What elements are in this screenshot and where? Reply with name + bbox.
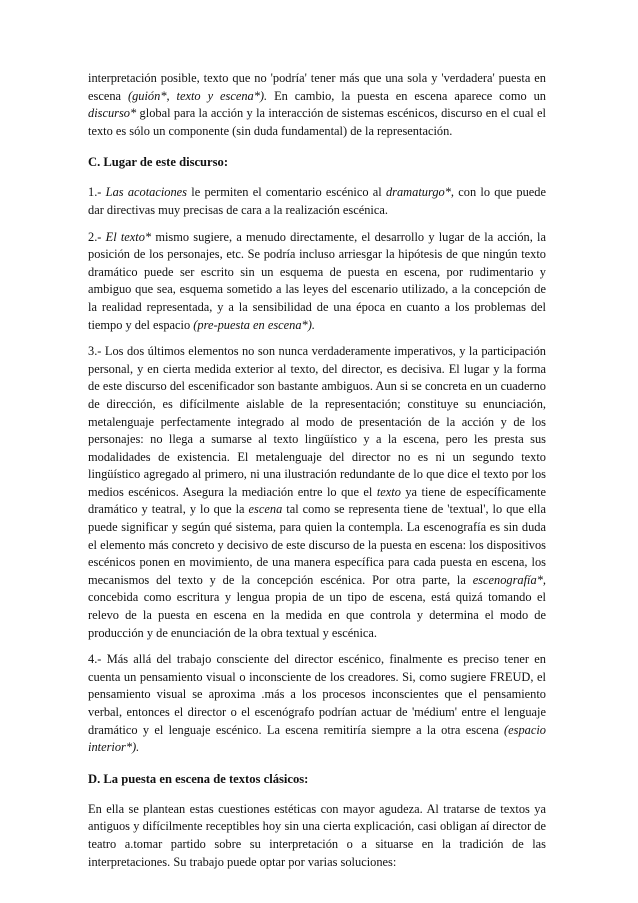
- section-heading-c: C. Lugar de este discurso:: [88, 155, 229, 170]
- section-heading-d: D. La puesta en escena de textos clásicos:: [88, 771, 309, 786]
- paragraph-2: 2.- El texto* mismo sugiere, a menudo directamente, el desarrollo y lugar de la acción, la posición de los personajes, etc. Se podría incluso arriesgar la hipótesis de que ningún texto dramático puede ser escrito sin un esquema de puesta en escena, por rudimentario y ambiguo que sea, esquema sometido a las leyes del escenario utilizado, a la concepción de la realidad representada, y a la sensibilidad de una época en cuanto a los problemas del tiempo y del espacio (pre-puesta en escena*).: [88, 229, 546, 332]
- paragraph-3: 3.- Los dos últimos elementos no son nunca verdaderamente imperativos, y la participación personal, y en cierta medida exterior al texto, del director, es decisiva. El lugar y la forma de este discurso del escenificador son bastante ambiguos. Aun si se concreta en un cuaderno de dirección, es difícilmente aislable de la representación; constituye su enunciación, metalenguaje perfectamente integrado al modo de presentación de la acción y de los personajes: no llega a sumarse al texto lingüístico y a la escena, pero les presta sus modalidades de existencia. El metalenguaje del director no es ni un segundo texto lingüístico agregado al primero, ni una ilustración redundante de lo que dice el texto por los medios escénicos. Asegura la mediación entre lo que el texto ya tiene de específicamente dramático y teatral, y lo que la escena tal como se representa tiene de 'textual', lo que ella puede significar y según qué sistema, para quien la contempla. La escenografía es sin duda el elemento más concreto y decisivo de este discurso de la puesta en escena: los dispositivos escénicos ponen en movimiento, de una manera específica para cada puesta en escena, los mecanismos del texto y de la concepción escénica. Por otra parte, la escenografía*, concebida como escritura y lengua propia de un tipo de escena, está quizá tomando el relevo de la puesta en escena en la medida en que controla y determina el modo de producción y de enunciación de la obra textual y escénica.: [88, 344, 546, 640]
- paragraph-5: En ella se plantean estas cuestiones estéticas con mayor agudeza. Al tratarse de textos ya antiguos y difícilmente receptibles hoy sin una cierta explicación, casi obligan aí director de teatro a.tomar partido sobre su interpretación o a situarse en la tradición de las interpretaciones. Su trabajo puede optar por varias soluciones:: [88, 801, 546, 869]
- paragraph-intro: interpretación posible, texto que no 'podría' tener más que una sola y 'verdadera' puesta en escena (guión*, texto y escena*). En cambio, la puesta en escena aparece como un discurso* global para la acción y la interacción de sistemas escénicos, discurso en el cual el texto es sólo un componente (sin duda fundamental) de la representación.: [88, 71, 546, 138]
- paragraph-4: 4.- Más allá del trabajo consciente del director escénico, finalmente es preciso tener en cuenta un pensamiento visual o inconsciente de los creadores. Si, como sugiere FREUD, el pensamiento visual se aproxima .más a los procesos inconscientes que el pensamiento verbal, entonces el director o el escenógrafo podrían actuar de 'médium' entre el lenguaje dramático y el lenguaje escénico. La escena remitiría siempre a la otra escena (espacio interior*).: [88, 652, 546, 755]
- paragraph-1: 1.- Las acotaciones le permiten el comentario escénico al dramaturgo*, con lo que puede dar directivas muy precisas de cara a la realización escénica.: [88, 185, 546, 217]
